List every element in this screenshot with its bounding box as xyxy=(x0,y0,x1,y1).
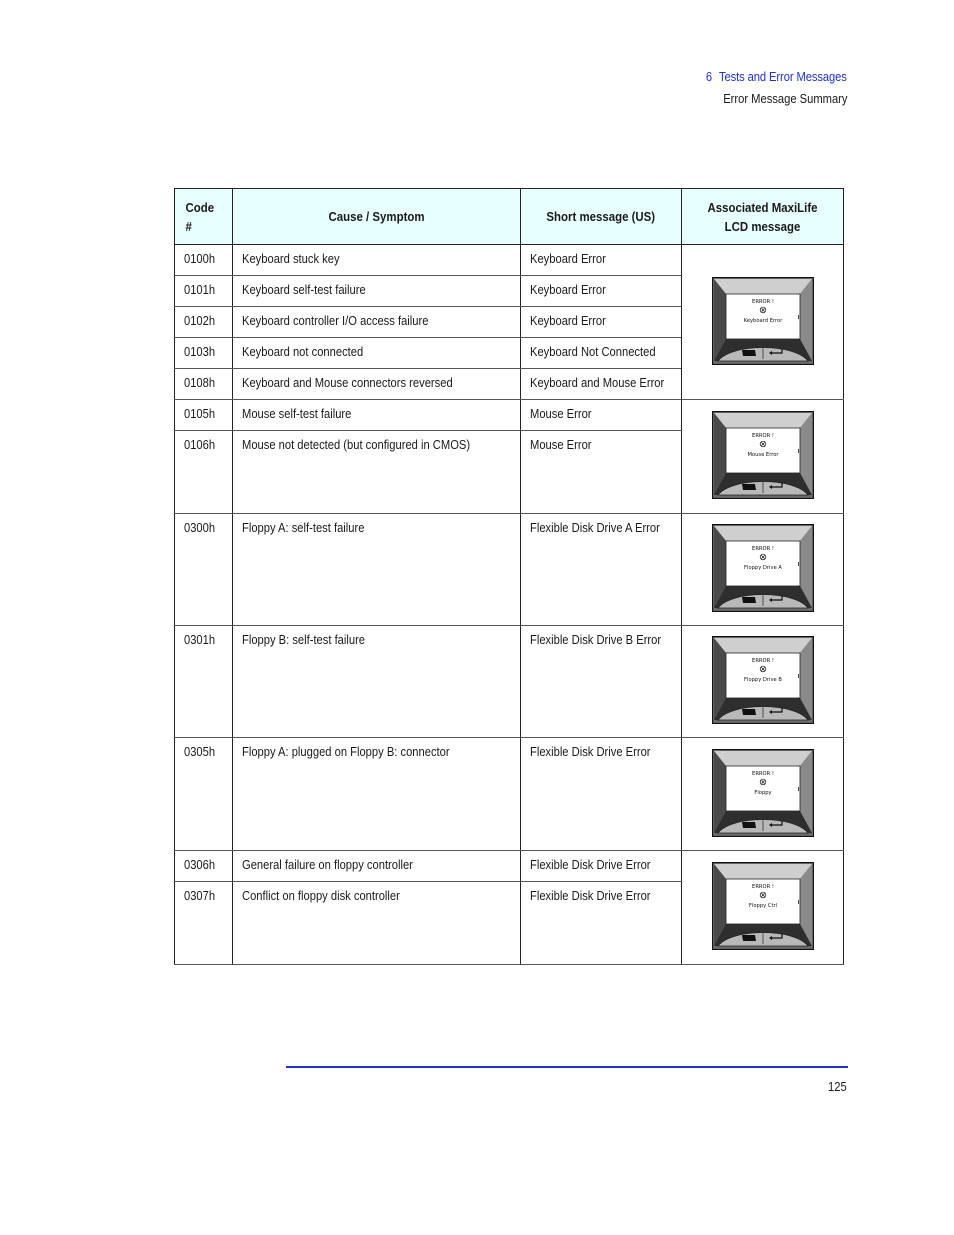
cell-cause: Floppy B: self-test failure xyxy=(233,626,521,738)
cell-cause: Keyboard stuck key xyxy=(233,245,521,276)
maxilife-lcd-image xyxy=(712,524,814,612)
cell-code: 0106h xyxy=(175,431,233,514)
cell-lcd-message xyxy=(682,738,844,851)
cell-lcd-message xyxy=(682,514,844,626)
chapter-number: 6 xyxy=(706,69,713,84)
cell-cause: Keyboard self-test failure xyxy=(233,276,521,307)
lcd-line-2: Keyboard Error xyxy=(743,317,782,324)
cell-code: 0305h xyxy=(175,738,233,851)
column-header-short-message: Short message (US) xyxy=(521,189,682,245)
lcd-line-1: ERROR ! xyxy=(751,433,774,439)
lcd-line-1: ERROR ! xyxy=(751,884,774,890)
lcd-line-2: Mouse Error xyxy=(746,452,779,458)
maxilife-lcd-image xyxy=(712,749,814,837)
chapter-title: Tests and Error Messages xyxy=(719,69,847,84)
maxilife-lcd-image xyxy=(712,862,814,950)
cell-cause: Mouse self-test failure xyxy=(233,400,521,431)
lcd-device-icon xyxy=(712,636,814,724)
lcd-device-icon xyxy=(712,749,814,837)
cell-lcd-message xyxy=(682,245,844,400)
cell-code: 0307h xyxy=(175,882,233,965)
cell-code: 0105h xyxy=(175,400,233,431)
cell-lcd-message xyxy=(682,400,844,514)
cell-code: 0102h xyxy=(175,307,233,338)
cell-cause: General failure on floppy controller xyxy=(233,851,521,882)
cell-short-message: Flexible Disk Drive A Error xyxy=(521,514,682,626)
lcd-line-2: Floppy Drive B xyxy=(743,677,782,683)
lcd-line-1: ERROR ! xyxy=(751,770,774,777)
lcd-line-1: ERROR ! xyxy=(751,298,774,305)
cell-short-message: Keyboard Not Connected xyxy=(521,338,682,369)
lcd-line-1: ERROR ! xyxy=(751,546,774,552)
lcd-line-2: Floppy Drive A xyxy=(743,565,782,571)
cell-short-message: Flexible Disk Drive Error xyxy=(521,851,682,882)
lcd-line-2: Floppy xyxy=(753,789,772,796)
chapter-heading xyxy=(706,69,847,84)
lcd-device-icon xyxy=(712,277,814,365)
table-row xyxy=(175,738,844,851)
cell-short-message: Flexible Disk Drive Error xyxy=(521,882,682,965)
cell-lcd-message xyxy=(682,626,844,738)
cell-short-message: Keyboard and Mouse Error xyxy=(521,369,682,400)
maxilife-lcd-image xyxy=(712,636,814,724)
cell-short-message: Keyboard Error xyxy=(521,245,682,276)
lcd-line-2: Floppy Ctrl xyxy=(748,903,777,909)
cell-cause: Mouse not detected (but configured in CMOS) xyxy=(233,431,521,514)
section-title: Error Message Summary xyxy=(722,91,847,106)
cell-cause: Keyboard and Mouse connectors reversed xyxy=(233,369,521,400)
lcd-device-icon xyxy=(712,411,814,499)
page-number: 125 xyxy=(828,1079,847,1094)
table-row xyxy=(175,514,844,626)
cell-code: 0100h xyxy=(175,245,233,276)
column-header-cause: Cause / Symptom xyxy=(233,189,521,245)
table-row xyxy=(175,626,844,738)
cell-short-message: Keyboard Error xyxy=(521,276,682,307)
maxilife-lcd-image xyxy=(712,277,814,365)
maxilife-lcd-image xyxy=(712,411,814,499)
lcd-line-1: ERROR ! xyxy=(751,658,774,664)
cell-short-message: Keyboard Error xyxy=(521,307,682,338)
cell-cause: Keyboard not connected xyxy=(233,338,521,369)
cell-cause: Conflict on floppy disk controller xyxy=(233,882,521,965)
cell-code: 0101h xyxy=(175,276,233,307)
cell-code: 0108h xyxy=(175,369,233,400)
table-header-row xyxy=(175,189,844,245)
table-row xyxy=(175,245,844,276)
cell-lcd-message xyxy=(682,851,844,965)
table-row xyxy=(175,400,844,431)
cell-code: 0300h xyxy=(175,514,233,626)
cell-cause: Keyboard controller I/O access failure xyxy=(233,307,521,338)
cell-code: 0301h xyxy=(175,626,233,738)
cell-short-message: Flexible Disk Drive B Error xyxy=(521,626,682,738)
table-row xyxy=(175,851,844,882)
cell-short-message: Mouse Error xyxy=(521,400,682,431)
lcd-device-icon xyxy=(712,862,814,950)
error-message-table xyxy=(174,188,844,965)
column-header-lcd-message: Associated MaxiLife LCD message xyxy=(682,189,844,245)
cell-cause: Floppy A: self-test failure xyxy=(233,514,521,626)
cell-short-message: Flexible Disk Drive Error xyxy=(521,738,682,851)
cell-code: 0103h xyxy=(175,338,233,369)
footer-rule xyxy=(286,1066,848,1068)
cell-code: 0306h xyxy=(175,851,233,882)
column-header-code: Code # xyxy=(175,189,233,245)
cell-cause: Floppy A: plugged on Floppy B: connector xyxy=(233,738,521,851)
lcd-device-icon xyxy=(712,524,814,612)
cell-short-message: Mouse Error xyxy=(521,431,682,514)
